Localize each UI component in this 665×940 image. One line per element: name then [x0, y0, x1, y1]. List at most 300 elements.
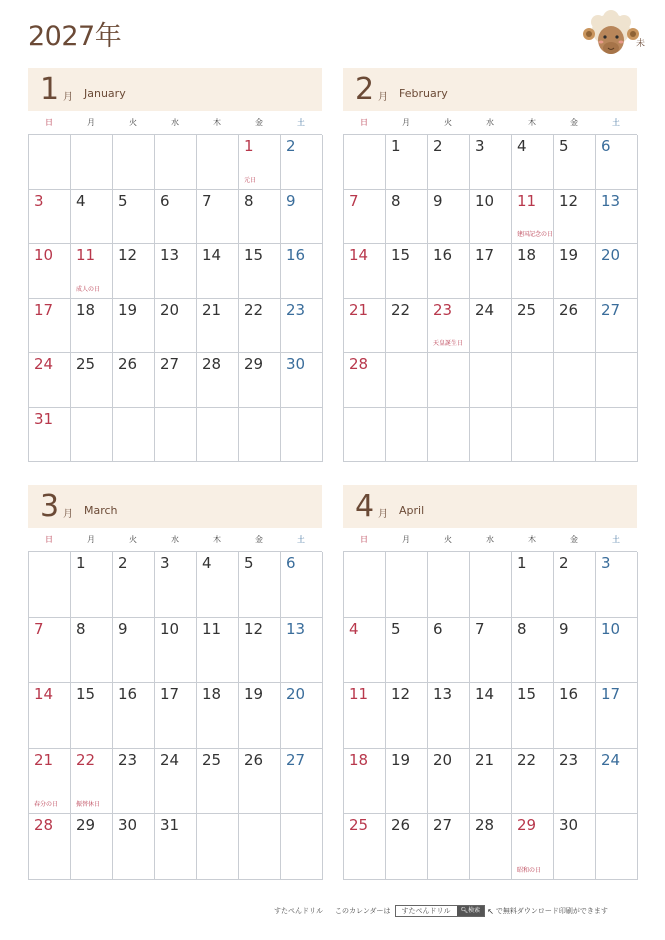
weekday-header	[343, 111, 637, 134]
day-number: 8	[517, 619, 527, 638]
day-number: 1	[244, 137, 254, 155]
day-cell	[71, 135, 113, 190]
weekday-header	[28, 111, 322, 134]
day-cell	[344, 244, 386, 299]
day-cell	[596, 683, 638, 749]
weekday-label: 月	[402, 535, 410, 544]
day-number: 30	[559, 816, 579, 834]
month-name: April	[399, 504, 425, 517]
month-name: February	[399, 87, 448, 100]
day-number: 27	[601, 300, 621, 319]
search-button[interactable]: 🔍︎検索	[457, 906, 485, 916]
weekday-label: 木	[528, 118, 536, 127]
day-number: 10	[160, 619, 180, 638]
day-cell	[554, 353, 596, 408]
holiday-label: 元日	[244, 176, 257, 184]
month-february	[343, 68, 637, 462]
day-cell	[239, 190, 281, 245]
footer	[274, 905, 608, 917]
day-number: 24	[601, 750, 621, 769]
weekday-label: 水	[171, 118, 179, 127]
day-cell	[29, 552, 71, 618]
month-january	[28, 68, 322, 462]
day-number: 27	[286, 750, 306, 769]
weekday-label: 木	[213, 535, 221, 544]
day-cell	[470, 749, 512, 815]
day-cell	[113, 749, 155, 815]
day-number: 17	[34, 300, 54, 319]
day-cell	[197, 552, 239, 618]
day-cell	[113, 353, 155, 408]
day-number: 14	[34, 685, 54, 703]
weekday-label: 月	[402, 118, 410, 127]
weekday-label: 火	[444, 535, 452, 544]
day-number: 16	[286, 246, 306, 264]
day-cell	[428, 749, 470, 815]
day-cell	[344, 618, 386, 684]
weekday-label: 火	[129, 535, 137, 544]
day-number: 12	[118, 246, 138, 264]
month-number: 4	[355, 489, 375, 524]
day-number: 21	[349, 300, 369, 319]
day-number: 21	[202, 300, 222, 319]
day-number: 20	[286, 685, 306, 703]
weekday-label: 水	[486, 535, 494, 544]
day-number: 11	[202, 619, 222, 638]
day-number: 9	[118, 619, 128, 638]
day-number: 13	[601, 191, 621, 210]
day-number: 5	[559, 137, 569, 155]
day-cell	[113, 552, 155, 618]
day-cell	[554, 135, 596, 190]
day-cell	[428, 814, 470, 880]
day-cell	[386, 353, 428, 408]
day-cell	[512, 190, 554, 245]
day-number: 13	[433, 685, 453, 703]
day-cell	[113, 814, 155, 880]
day-number: 19	[118, 300, 138, 319]
day-number: 8	[391, 191, 401, 210]
day-number: 13	[286, 619, 306, 638]
day-number: 23	[118, 750, 138, 769]
day-number: 26	[118, 355, 138, 373]
day-cell	[155, 244, 197, 299]
month-april	[343, 485, 637, 880]
day-cell	[155, 618, 197, 684]
day-cell	[344, 749, 386, 815]
day-cell	[428, 683, 470, 749]
day-number: 3	[601, 554, 611, 572]
day-number: 20	[160, 300, 180, 319]
footer-text-1: このカレンダーは	[335, 907, 391, 915]
day-number: 26	[244, 750, 264, 769]
weekday-header	[28, 528, 322, 551]
day-number: 4	[517, 137, 527, 155]
day-number: 19	[244, 685, 264, 703]
day-number: 10	[475, 191, 495, 210]
day-cell	[197, 749, 239, 815]
day-number: 27	[160, 355, 180, 373]
day-cell	[344, 408, 386, 463]
weekday-label: 日	[45, 535, 53, 544]
day-number: 2	[433, 137, 443, 155]
search-box[interactable]	[395, 905, 486, 917]
weekday-label: 月	[87, 118, 95, 127]
day-cell	[281, 190, 323, 245]
day-number: 11	[76, 246, 96, 264]
day-number: 3	[160, 554, 170, 572]
day-number: 30	[118, 816, 138, 834]
day-number: 22	[244, 300, 264, 319]
day-cell	[71, 353, 113, 408]
day-cell	[344, 814, 386, 880]
zodiac-label: 未	[636, 39, 646, 49]
day-cell	[512, 135, 554, 190]
footer-brand: すたぺんドリル	[274, 907, 323, 915]
day-number: 7	[349, 191, 359, 210]
day-cell	[239, 683, 281, 749]
day-cell	[596, 353, 638, 408]
day-cell	[113, 408, 155, 463]
day-number: 5	[244, 554, 254, 572]
day-number: 11	[349, 685, 369, 703]
day-number: 23	[433, 300, 453, 319]
day-cell	[197, 683, 239, 749]
month-number: 2	[355, 72, 375, 107]
day-cell	[155, 749, 197, 815]
day-cell	[470, 353, 512, 408]
day-number: 11	[517, 191, 537, 210]
weekday-label: 土	[297, 118, 305, 127]
day-cell	[239, 135, 281, 190]
day-number: 7	[202, 191, 212, 210]
day-cell	[71, 244, 113, 299]
day-cell	[554, 814, 596, 880]
day-cell	[596, 814, 638, 880]
day-cell	[281, 299, 323, 354]
day-cell	[386, 299, 428, 354]
day-cell	[281, 618, 323, 684]
day-cell	[344, 190, 386, 245]
day-cell	[470, 552, 512, 618]
day-number: 17	[601, 685, 621, 703]
weekday-label: 土	[612, 118, 620, 127]
weekday-label: 土	[297, 535, 305, 544]
month-header	[343, 485, 637, 528]
day-cell	[155, 683, 197, 749]
day-cell	[596, 190, 638, 245]
day-cell	[29, 749, 71, 815]
day-cell	[197, 814, 239, 880]
month-march	[28, 485, 322, 880]
month-header	[28, 485, 322, 528]
day-cell	[239, 749, 281, 815]
day-cell	[71, 299, 113, 354]
day-cell	[470, 299, 512, 354]
search-query: すたぺんドリル	[396, 906, 457, 916]
month-kanji: 月	[378, 509, 388, 520]
day-cell	[470, 408, 512, 463]
day-number: 18	[349, 750, 369, 769]
day-number: 23	[286, 300, 306, 319]
day-number: 4	[202, 554, 212, 572]
weekday-label: 火	[129, 118, 137, 127]
day-cell	[344, 299, 386, 354]
day-number: 31	[160, 816, 180, 834]
day-cell	[29, 190, 71, 245]
day-cell	[386, 749, 428, 815]
day-number: 1	[76, 554, 86, 572]
day-cell	[71, 408, 113, 463]
day-cell	[596, 244, 638, 299]
day-number: 18	[517, 246, 537, 264]
day-number: 17	[475, 246, 495, 264]
day-number: 8	[244, 191, 254, 210]
day-cell	[71, 814, 113, 880]
day-cell	[386, 135, 428, 190]
day-cell	[239, 353, 281, 408]
day-cell	[71, 618, 113, 684]
day-cell	[344, 353, 386, 408]
day-cell	[197, 299, 239, 354]
day-number: 2	[286, 137, 296, 155]
day-number: 28	[202, 355, 222, 373]
day-cell	[512, 749, 554, 815]
day-cell	[428, 135, 470, 190]
day-cell	[155, 135, 197, 190]
day-number: 19	[559, 246, 579, 264]
day-number: 9	[559, 619, 569, 638]
day-number: 16	[433, 246, 453, 264]
day-cell	[197, 618, 239, 684]
day-cell	[29, 135, 71, 190]
day-cell	[113, 299, 155, 354]
day-cell	[29, 299, 71, 354]
day-number: 14	[349, 246, 369, 264]
month-kanji: 月	[63, 92, 73, 103]
weekday-label: 水	[486, 118, 494, 127]
day-cell	[428, 244, 470, 299]
day-number: 2	[559, 554, 569, 572]
day-number: 9	[286, 191, 296, 210]
day-number: 27	[433, 816, 453, 834]
day-number: 25	[76, 355, 96, 373]
day-cell	[554, 408, 596, 463]
day-number: 22	[391, 300, 411, 319]
day-cell	[71, 749, 113, 815]
day-cell	[155, 814, 197, 880]
month-name: March	[84, 504, 118, 517]
holiday-label: 昭和の日	[517, 866, 542, 874]
weekday-label: 金	[255, 118, 263, 127]
day-cell	[470, 814, 512, 880]
day-cell	[386, 618, 428, 684]
day-cell	[281, 244, 323, 299]
day-number: 20	[433, 750, 453, 769]
day-cell	[29, 814, 71, 880]
cursor-icon: ↖	[487, 906, 494, 916]
day-cell	[386, 244, 428, 299]
day-cell	[554, 683, 596, 749]
day-number: 15	[391, 246, 411, 264]
day-cell	[386, 683, 428, 749]
day-number: 4	[349, 619, 359, 638]
day-number: 21	[34, 750, 54, 769]
day-number: 18	[202, 685, 222, 703]
day-cell	[554, 749, 596, 815]
month-number: 3	[40, 489, 60, 524]
weekday-label: 日	[360, 535, 368, 544]
day-cell	[596, 135, 638, 190]
day-number: 6	[601, 137, 611, 155]
day-cell	[71, 190, 113, 245]
day-cell	[428, 190, 470, 245]
day-number: 6	[286, 554, 296, 572]
day-number: 30	[286, 355, 306, 373]
day-cell	[386, 190, 428, 245]
day-number: 28	[475, 816, 495, 834]
day-cell	[71, 683, 113, 749]
day-number: 20	[601, 246, 621, 264]
day-cell	[428, 552, 470, 618]
day-cell	[596, 408, 638, 463]
day-number: 4	[76, 191, 86, 210]
day-number: 1	[517, 554, 527, 572]
weekday-label: 土	[612, 535, 620, 544]
day-cell	[239, 618, 281, 684]
day-cell	[29, 618, 71, 684]
day-number: 6	[433, 619, 443, 638]
day-cell	[386, 552, 428, 618]
day-number: 12	[391, 685, 411, 703]
day-number: 12	[244, 619, 264, 638]
day-cell	[470, 618, 512, 684]
day-number: 2	[118, 554, 128, 572]
day-cell	[29, 683, 71, 749]
month-kanji: 月	[63, 509, 73, 520]
day-cell	[554, 552, 596, 618]
month-kanji: 月	[378, 92, 388, 103]
day-number: 29	[517, 816, 537, 834]
day-cell	[428, 353, 470, 408]
day-cell	[470, 135, 512, 190]
day-cell	[155, 190, 197, 245]
day-number: 13	[160, 246, 180, 264]
holiday-label: 成人の日	[76, 285, 101, 293]
day-cell	[113, 683, 155, 749]
weekday-label: 日	[45, 118, 53, 127]
day-cell	[281, 683, 323, 749]
holiday-label: 建国記念の日	[517, 231, 554, 238]
day-number: 12	[559, 191, 579, 210]
day-cell	[344, 552, 386, 618]
footer-text-2: で無料ダウンロード印刷ができます	[495, 907, 608, 915]
day-number: 25	[517, 300, 537, 319]
day-number: 24	[475, 300, 495, 319]
day-number: 7	[34, 619, 44, 638]
day-cell	[197, 190, 239, 245]
day-cell	[281, 749, 323, 815]
page-title: 2027年	[28, 21, 122, 52]
weekday-label: 木	[213, 118, 221, 127]
day-number: 14	[475, 685, 495, 703]
day-number: 22	[76, 750, 96, 769]
day-number: 14	[202, 246, 222, 264]
day-number: 19	[391, 750, 411, 769]
weekday-label: 月	[87, 535, 95, 544]
day-cell	[281, 353, 323, 408]
day-cell	[239, 552, 281, 618]
day-cell	[512, 244, 554, 299]
day-cell	[596, 749, 638, 815]
day-number: 25	[202, 750, 222, 769]
day-cell	[386, 814, 428, 880]
day-cell	[281, 552, 323, 618]
month-grid	[343, 134, 637, 462]
month-header	[28, 68, 322, 111]
month-grid	[343, 551, 637, 880]
weekday-header	[343, 528, 637, 551]
day-cell	[344, 135, 386, 190]
weekday-label: 水	[171, 535, 179, 544]
day-number: 6	[160, 191, 170, 210]
day-cell	[428, 408, 470, 463]
day-number: 25	[349, 816, 369, 834]
day-cell	[512, 299, 554, 354]
day-number: 26	[391, 816, 411, 834]
day-number: 5	[118, 191, 128, 210]
search-button-label: 検索	[468, 907, 481, 914]
day-number: 10	[34, 246, 54, 264]
day-cell	[29, 408, 71, 463]
day-cell	[512, 683, 554, 749]
day-cell	[470, 244, 512, 299]
day-cell	[281, 408, 323, 463]
day-number: 31	[34, 409, 54, 428]
day-number: 15	[76, 685, 96, 703]
day-number: 7	[475, 619, 485, 638]
day-number: 16	[559, 685, 579, 703]
month-name: January	[84, 87, 126, 100]
day-number: 18	[76, 300, 96, 319]
day-cell	[344, 683, 386, 749]
day-cell	[239, 244, 281, 299]
day-cell	[596, 299, 638, 354]
day-cell	[512, 552, 554, 618]
day-cell	[71, 552, 113, 618]
month-header	[343, 68, 637, 111]
weekday-label: 金	[570, 535, 578, 544]
day-number: 10	[601, 619, 621, 638]
day-cell	[155, 552, 197, 618]
day-number: 1	[391, 137, 401, 155]
day-cell	[113, 618, 155, 684]
day-number: 16	[118, 685, 138, 703]
day-number: 15	[517, 685, 537, 703]
sheep-icon	[580, 10, 642, 58]
day-number: 29	[76, 816, 96, 834]
weekday-label: 火	[444, 118, 452, 127]
day-cell	[113, 135, 155, 190]
day-number: 3	[34, 191, 44, 210]
day-cell	[596, 552, 638, 618]
day-cell	[386, 408, 428, 463]
day-cell	[512, 814, 554, 880]
day-number: 24	[34, 355, 54, 373]
day-cell	[281, 135, 323, 190]
day-cell	[155, 299, 197, 354]
day-number: 29	[244, 355, 264, 373]
